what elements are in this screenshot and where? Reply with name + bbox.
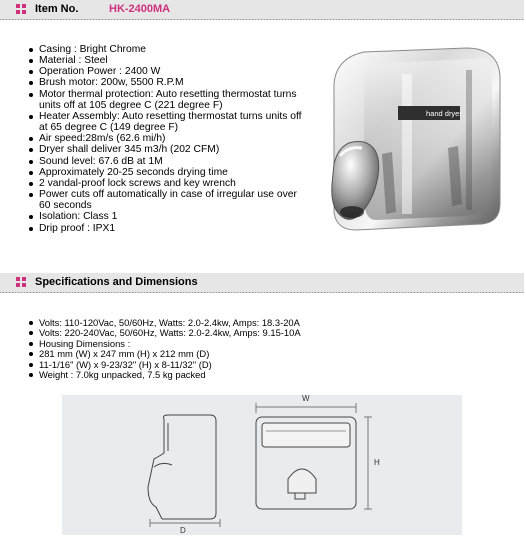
spec-item: Weight : 7.0kg unpacked, 7.5 kg packed [27, 370, 357, 380]
feature-item: Material : Steel [27, 55, 309, 66]
item-header-bar [0, 0, 524, 20]
spec-list [27, 318, 357, 381]
depth-label: D [180, 526, 186, 535]
feature-list [27, 44, 309, 234]
side-view-drawing [148, 415, 220, 527]
front-view-drawing [256, 403, 372, 509]
feature-item: Casing : Bright Chrome [27, 44, 309, 55]
feature-item: Drip proof : IPX1 [27, 223, 309, 234]
spec-item: 281 mm (W) x 247 mm (H) x 212 mm (D) [27, 349, 357, 359]
feature-item: Approximately 20-25 seconds drying time [27, 167, 309, 178]
height-label: H [374, 458, 380, 467]
dotted-divider [0, 19, 524, 20]
pink-squares-icon [16, 4, 26, 14]
feature-item: Motor thermal protection: Auto resetting thermostat turns units off at 105 degree C (221 degree F) [27, 89, 309, 111]
feature-item: Power cuts off automatically in case of irregular use over 60 seconds [27, 189, 309, 211]
spec-item: Volts: 220-240Vac, 50/60Hz, Watts: 2.0-2.4kw, Amps: 9.15-10A [27, 328, 357, 338]
feature-item: Brush motor: 200w, 5500 R.P.M [27, 77, 309, 88]
feature-item: Heater Assembly: Auto resetting thermostat turns units off at 65 degree C (149 degree F) [27, 111, 309, 133]
feature-item: 2 vandal-proof lock screws and key wrench [27, 178, 309, 189]
hand-dryer-photo [316, 44, 508, 244]
feature-item: Dryer shall deliver 345 m3/h (202 CFM) [27, 144, 309, 155]
pink-squares-icon [16, 277, 26, 287]
dimension-drawing [62, 395, 462, 535]
spec-item: 11-1/16" (W) x 9-23/32" (H) x 8-11/32" (D) [27, 360, 357, 370]
feature-item: Air speed:28m/s (62.6 mi/h) [27, 133, 309, 144]
item-no-value: HK-2400MA [109, 3, 171, 15]
spec-item: Volts: 110-120Vac, 50/60Hz, Watts: 2.0-2.4kw, Amps: 18.3-20A [27, 318, 357, 328]
spec-item: Housing Dimensions : [27, 339, 357, 349]
feature-item: Sound level: 67.6 dB at 1M [27, 156, 309, 167]
badge-text: hand dryer [426, 109, 462, 118]
dotted-divider [0, 292, 524, 293]
spec-title: Specifications and Dimensions [35, 276, 198, 288]
spec-header-bar [0, 273, 524, 293]
feature-item: Operation Power : 2400 W [27, 66, 309, 77]
item-no-label: Item No. [35, 3, 79, 15]
feature-item: Isolation: Class 1 [27, 211, 309, 222]
width-label: W [302, 395, 310, 403]
